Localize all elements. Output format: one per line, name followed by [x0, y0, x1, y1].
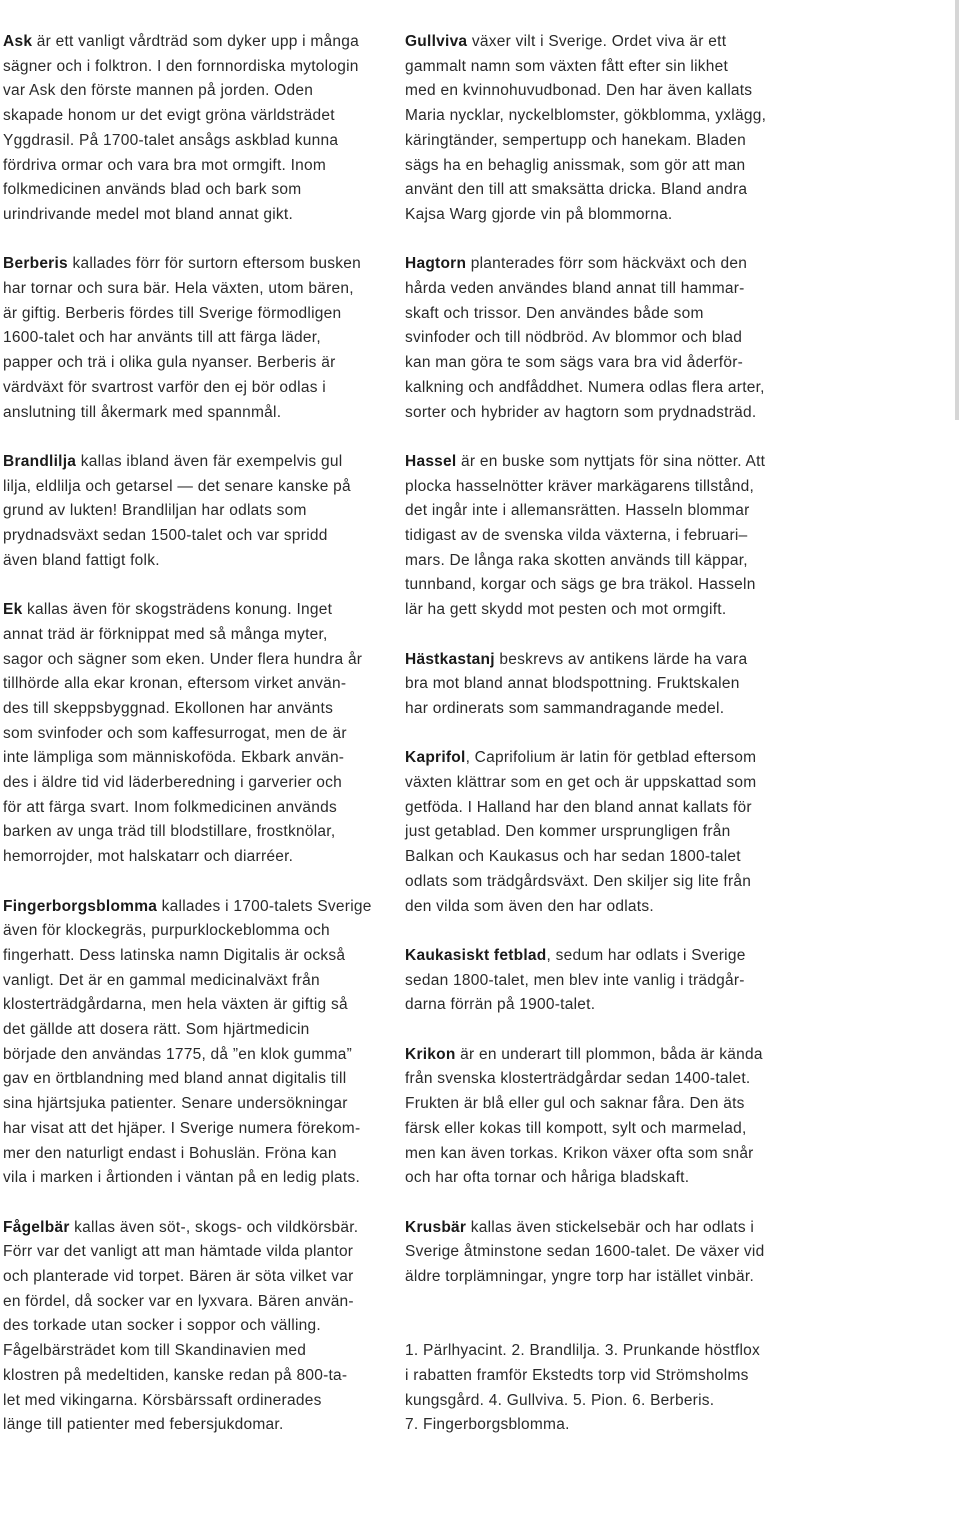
paragraph-gap [405, 722, 790, 747]
paragraph-gap [405, 623, 790, 648]
text-line: Kajsa Warg gjorde vin på blommorna. [405, 205, 673, 223]
text-line: des i äldre tid vid läderberedning i garverier och [3, 774, 343, 792]
plant-entry [405, 1043, 790, 1191]
text-line: 1. Pärlhyacint. 2. Brandlilja. 3. Prunkande höstflox [405, 1342, 761, 1360]
plant-name: Fågelbär [3, 1218, 70, 1236]
text-line: sorter och hybrider av hagtorn som prydnadsträd. [405, 403, 757, 421]
text-line: det gällde att dosera rätt. Som hjärtmedicin [3, 1021, 310, 1039]
paragraph-gap [405, 919, 790, 944]
text-line: des torkade utan socker i soppor och välling. [3, 1317, 321, 1335]
text-line: Förr var det vanligt att man hämtade vilda plantor [3, 1243, 354, 1261]
text-line: sina hjärtsjuka patienter. Senare undersökningar [3, 1095, 348, 1113]
text-line: Krikon är en underart till plommon, båda är kända [405, 1045, 763, 1063]
plant-name: Brandlilja [3, 452, 77, 470]
text-line: sägs ha en behaglig anissmak, som gör att man [405, 156, 746, 174]
plant-name: Hästkastanj [405, 650, 495, 668]
text-line: getföda. I Halland har den bland annat kallats för [405, 798, 752, 816]
plant-entry [3, 450, 388, 574]
text-line: Maria nycklar, nyckelblomster, gökblomma, yxlägg, [405, 107, 767, 125]
text-line: färsk eller kokas till kompott, sylt och marmelad, [405, 1119, 747, 1137]
plant-entry [3, 598, 388, 870]
plant-name: Kaukasiskt fetblad [405, 946, 547, 964]
paragraph-gap [405, 425, 790, 450]
text-line: mars. De långa raka skotten används till käppar, [405, 551, 748, 569]
text-line: men kan även torkas. Krikon växer ofta som snår [405, 1144, 754, 1162]
text-line: Yggdrasil. På 1700-talet ansågs askblad kunna [3, 131, 339, 149]
text-line: tunnband, korgar och sägs ge bra träkol. Hasseln [405, 576, 756, 594]
text-line: äldre torplämningar, yngre torp har istället vinbär. [405, 1268, 755, 1286]
text-line: med en kvinnohuvudbonad. Den har även kallats [405, 82, 753, 100]
text-line: fördriva ormar och vara bra mot ormgift. Inom [3, 156, 327, 174]
text-line: Krusbär kallas även stickelsebär och har odlats i [405, 1218, 755, 1236]
text-line: den vilda som även den har odlats. [405, 897, 654, 915]
paragraph-gap [405, 1290, 790, 1315]
plant-entry [405, 944, 790, 1018]
plant-name: Kaprifol [405, 749, 466, 767]
text-line: var Ask den förste mannen på jorden. Oden [3, 82, 314, 100]
text-line: des till skeppsbyggnad. Ekollonen har använts [3, 699, 334, 717]
text-line: började den användas 1775, då ”en klok gumma” [3, 1045, 353, 1063]
text-line: inte lämpliga som människoföda. Ekbark använ- [3, 749, 345, 767]
text-line: Ask är ett vanligt vårdträd som dyker upp i många [3, 33, 360, 50]
text-line: Berberis kallades förr för surtorn eftersom busken [3, 255, 361, 273]
text-line: plocka hasselnötter kräver markägarens tillstånd, [405, 477, 755, 495]
plant-entry [3, 895, 388, 1191]
plant-entry [405, 252, 790, 425]
text-line: Kaukasiskt fetblad, sedum har odlats i Sverige [405, 946, 746, 964]
plant-entry [405, 648, 790, 722]
plant-name: Gullviva [405, 33, 468, 50]
text-line: för att färga svart. Inom folkmedicinen används [3, 798, 337, 816]
text-line: som svinfoder och som kaffesurrogat, men de är [3, 724, 347, 742]
left-column [3, 30, 388, 1438]
text-line: från svenska klosterträdgårdar sedan 1400-talet. [405, 1070, 751, 1088]
margin-bar [955, 0, 959, 420]
text-line: svinfoder och till nödbröd. Av blommor och blad [405, 329, 743, 347]
plant-name: Hagtorn [405, 255, 467, 273]
plant-entry [405, 450, 790, 623]
right-column [405, 30, 790, 1438]
text-line: gav en örtblandning med bland annat digitalis till [3, 1070, 347, 1088]
text-line: Gullviva växer vilt i Sverige. Ordet viva är ett [405, 33, 727, 50]
plant-name: Ask [3, 33, 33, 50]
text-line: även för klockegräs, purpurklockeblomma och [3, 922, 330, 940]
text-line: just getablad. Den kommer ursprungligen från [405, 823, 731, 841]
text-line: folkmedicinen används blad och bark som [3, 181, 302, 199]
text-line: mer den naturligt endast i Bohuslän. Fröna kan [3, 1144, 337, 1162]
text-line: annat träd är förknippat med så många myter, [3, 625, 328, 643]
plant-name: Ek [3, 601, 23, 619]
text-line: Sverige åtminstone sedan 1600-talet. De växer vid [405, 1243, 765, 1261]
paragraph-gap [3, 1191, 388, 1216]
paragraph-gap [405, 228, 790, 253]
text-line: och planterade vid torpet. Bären är söta vilket var [3, 1268, 354, 1286]
text-line: Fingerborgsblomma kallades i 1700-talets Sverige [3, 897, 372, 915]
text-line [405, 1314, 790, 1339]
plant-name: Hassel [405, 452, 457, 470]
text-line: odlats som trädgårdsväxt. Den skiljer sig lite från [405, 872, 752, 890]
text-line: kalkning och andfåddhet. Numera odlas flera arter, [405, 378, 765, 396]
paragraph-gap [405, 1191, 790, 1216]
text-line: Brandlilja kallas ibland även fär exempelvis gul [3, 452, 343, 470]
plant-entry [405, 30, 790, 228]
text-line: fingerhatt. Dess latinska namn Digitalis är också [3, 946, 346, 964]
plant-entry [3, 30, 388, 228]
text-line: let med vikingarna. Körsbärssaft ordinerades [3, 1391, 322, 1409]
text-line: använt den till att smaksätta dricka. Bland andra [405, 181, 748, 199]
text-line: även bland fattigt folk. [3, 551, 160, 569]
text-line: hårda veden användes bland annat till hammar- [405, 280, 745, 298]
text-line: i rabatten framför Ekstedts torp vid Strömsholms [405, 1366, 749, 1384]
text-line: har tornar och sura bär. Hela växten, utom bären, [3, 280, 354, 298]
text-line: klosterträdgårdarna, men hela växten är giftig så [3, 996, 348, 1014]
text-line: Frukten är blå eller gul och saknar fåra. Den äts [405, 1095, 745, 1113]
text-line: urindrivande medel mot bland annat gikt. [3, 205, 294, 223]
text-line: Fågelbär kallas även söt-, skogs- och vildkörsbär. [3, 1218, 359, 1236]
text-line: anslutning till åkermark med spannmål. [3, 403, 282, 421]
text-line: skapade honom ur det evigt gröna världsträdet [3, 107, 335, 125]
text-line: hemorrojder, mot halskatarr och diarréer. [3, 848, 294, 866]
text-line: 1600-talet och har använts till att färga läder, [3, 329, 321, 347]
text-line: Hagtorn planterades förr som häckväxt och den [405, 255, 748, 273]
text-line: Hassel är en buske som nyttjats för sina nötter. Att [405, 452, 766, 470]
text-line: tidigast av de svenska vilda växterna, i februari– [405, 527, 748, 545]
text-line: gammalt namn som växten fått efter sin likhet [405, 57, 729, 75]
text-line: det ingår inte i allemansrätten. Hasseln blommar [405, 502, 750, 520]
text-line: kan man göra te som sägs vara bra vid åderför- [405, 354, 744, 372]
text-line: papper och trä i olika gula nyanser. Berberis är [3, 354, 336, 372]
text-line: Ek kallas även för skogsträdens konung. Inget [3, 601, 333, 619]
paragraph-gap [405, 1018, 790, 1043]
text-line: 7. Fingerborgsblomma. [405, 1416, 570, 1434]
text-line: är giftig. Berberis fördes till Sverige förmodligen [3, 304, 342, 322]
text-line: klostren på medeltiden, kanske redan på 800-ta- [3, 1366, 348, 1384]
paragraph-gap [3, 425, 388, 450]
text-line: Balkan och Kaukasus och har sedan 1800-talet [405, 848, 741, 866]
text-line: vanligt. Det är en gammal medicinalväxt från [3, 971, 320, 989]
paragraph-gap [3, 573, 388, 598]
plant-name: Krikon [405, 1045, 456, 1063]
paragraph-gap [3, 870, 388, 895]
text-line: lilja, eldlilja och getarsel — det senare kanske på [3, 477, 351, 495]
text-line: Fågelbärsträdet kom till Skandinavien med [3, 1342, 307, 1360]
text-line: och har ofta tornar och håriga bladskaft. [405, 1169, 690, 1187]
text-line: har ordinerats som sammandragande medel. [405, 699, 725, 717]
text-line: sägner och i folktron. I den fornnordiska mytologin [3, 57, 359, 75]
text-line: darna förrän på 1900-talet. [405, 996, 596, 1014]
text-line: värdväxt för svartrost varför den ej bör odlas i [3, 378, 326, 396]
plant-entry [3, 252, 388, 425]
text-line: käringtänder, sempertupp och hanekam. Bladen [405, 131, 747, 149]
plant-entry [405, 746, 790, 919]
text-line: prydnadsväxt sedan 1500-talet och var spridd [3, 527, 328, 545]
plant-name: Krusbär [405, 1218, 467, 1236]
text-line: kungsgård. 4. Gullviva. 5. Pion. 6. Berberis. [405, 1391, 715, 1409]
text-line: Hästkastanj beskrevs av antikens lärde ha vara [405, 650, 748, 668]
text-line: skaft och trissor. Den användes både som [405, 304, 704, 322]
plant-entry [405, 1314, 790, 1438]
plant-name: Fingerborgsblomma [3, 897, 158, 915]
plant-entry [3, 1216, 388, 1438]
text-line: en fördel, då socker var en lyxvara. Bären använ- [3, 1292, 354, 1310]
text-line: bra mot bland annat blodspottning. Fruktskalen [405, 675, 740, 693]
plant-entry [405, 1216, 790, 1290]
text-line: barken av unga träd till blodstillare, frostknölar, [3, 823, 336, 841]
text-line: sagor och sägner som eken. Under flera hundra år [3, 650, 363, 668]
text-line: tillhörde alla ekar kronan, eftersom virket använ- [3, 675, 347, 693]
text-line: lär ha gett skydd mot pesten och mot ormgift. [405, 601, 727, 619]
text-line: länge till patienter med febersjukdomar. [3, 1416, 284, 1434]
paragraph-gap [3, 228, 388, 253]
text-line: har visat att det hjäper. I Sverige numera förekom- [3, 1119, 361, 1137]
text-line: växten klättrar som en get och är uppskattad som [405, 774, 757, 792]
plant-name: Berberis [3, 255, 68, 273]
text-line: grund av lukten! Brandliljan har odlats som [3, 502, 307, 520]
text-line: Kaprifol, Caprifolium är latin för getblad eftersom [405, 749, 757, 767]
text-line: vila i marken i årtionden i väntan på en ledig plats. [3, 1169, 361, 1187]
text-line: sedan 1800-talet, men blev inte vanlig i trädgår- [405, 971, 745, 989]
